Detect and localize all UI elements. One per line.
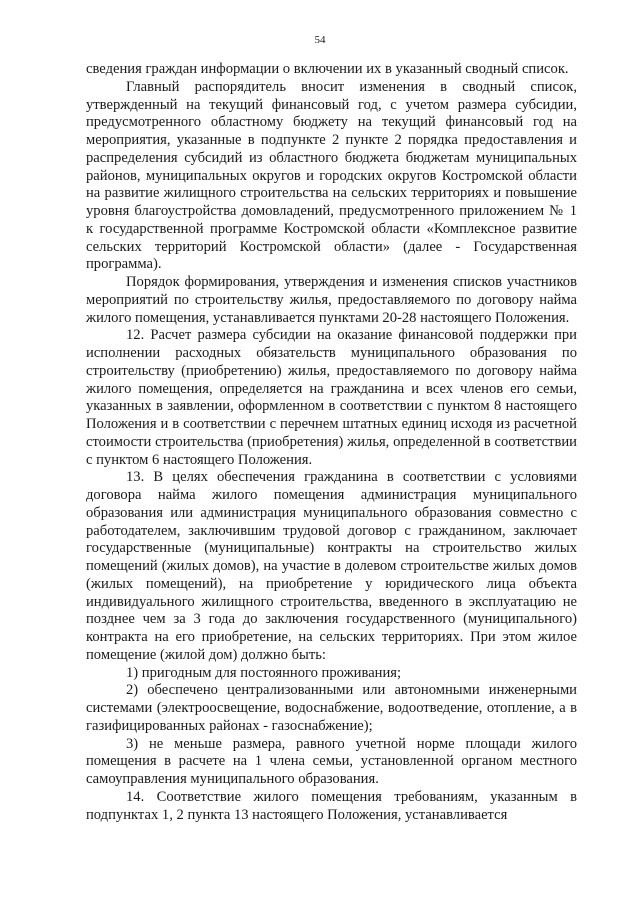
document-body xyxy=(86,61,577,824)
paragraph-continuation: сведения граждан информации о включении их в указанный сводный список. xyxy=(86,61,569,77)
paragraph-list-procedure: Порядок формирования, утверждения и изменения списков участников мероприятий по строительству жилья, предоставляемого по договору найма жилого помещения, устанавливается пунктами 20-28 настоящего Положения. xyxy=(86,274,577,326)
paragraph-item-14: 14. Соответствие жилого помещения требованиям, указанным в подпунктах 1, 2 пункта 13 настоящего Положения, устанавливается xyxy=(86,788,577,823)
paragraph-subitem-1: 1) пригодным для постоянного проживания; xyxy=(126,664,402,681)
paragraph-item-13: 13. В целях обеспечения гражданина в соответствии с условиями договора найма жилого помещения администрация муниципального образования или администрация муниципального образования совместно с работодателем, заключившим трудовой договор с гражданином, заключает государственные (муниципальные) контракты на строительство жилых помещений (жилых домов), на участие в долевом строительстве жилых домов (жилых помещений), на приобретение у юридического лица объекта индивидуального жилищного строительства, введенного в эксплуатацию не позднее чем за 3 года до заключения государственного (муниципального) контракта на его приобретение, на сельских территориях. При этом жилое помещение (жилой дом) должно быть: xyxy=(86,469,577,663)
paragraph-subitem-3: 3) не меньше размера, равного учетной норме площади жилого помещения в расчете на 1 члена семьи, установленной органом местного самоуправления муниципального образования. xyxy=(86,735,577,787)
paragraph-subitem-2: 2) обеспечено централизованными или автономными инженерными системами (электроосвещение, водоснабжение, водоотведение, отопление, а в газифицированных районах - газоснабжение); xyxy=(86,682,577,734)
paragraph-main-administrator: Главный распорядитель вносит изменения в сводный список, утвержденный на текущий финансовый год, с учетом размера субсидии, предусмотренного областному бюджету на текущий финансовый год на мероприятия, указанные в подпункте 2 пункте 2 порядка предоставления и распределения субсидий из областного бюджета бюджетам муниципальных районов, муниципальных округов и городских округов Костромской области на развитие жилищного строительства на сельских территориях и повышение уровня благоустройства домовладений, предусмотренного приложением № 1 к государственной программе Костромской области «Комплексное развитие сельских территорий Костромской области» (далее - Государственная программа). xyxy=(86,78,577,273)
paragraph-item-12: 12. Расчет размера субсидии на оказание финансовой поддержки при исполнении расходных обязательств муниципального образования по строительству (приобретению) жилья, предоставляемого по договору найма жилого помещения, определяется на гражданина и всех членов его семьи, указанных в заявлении, оформленном в соответствии с пунктом 8 настоящего Положения и в соответствии с перечнем штатных единиц исходя из расчетной стоимости строительства (приобретения) жилья, определенной в соответствии с пунктом 6 настоящего Положения. xyxy=(86,327,577,468)
page-number: 54 xyxy=(314,34,326,46)
